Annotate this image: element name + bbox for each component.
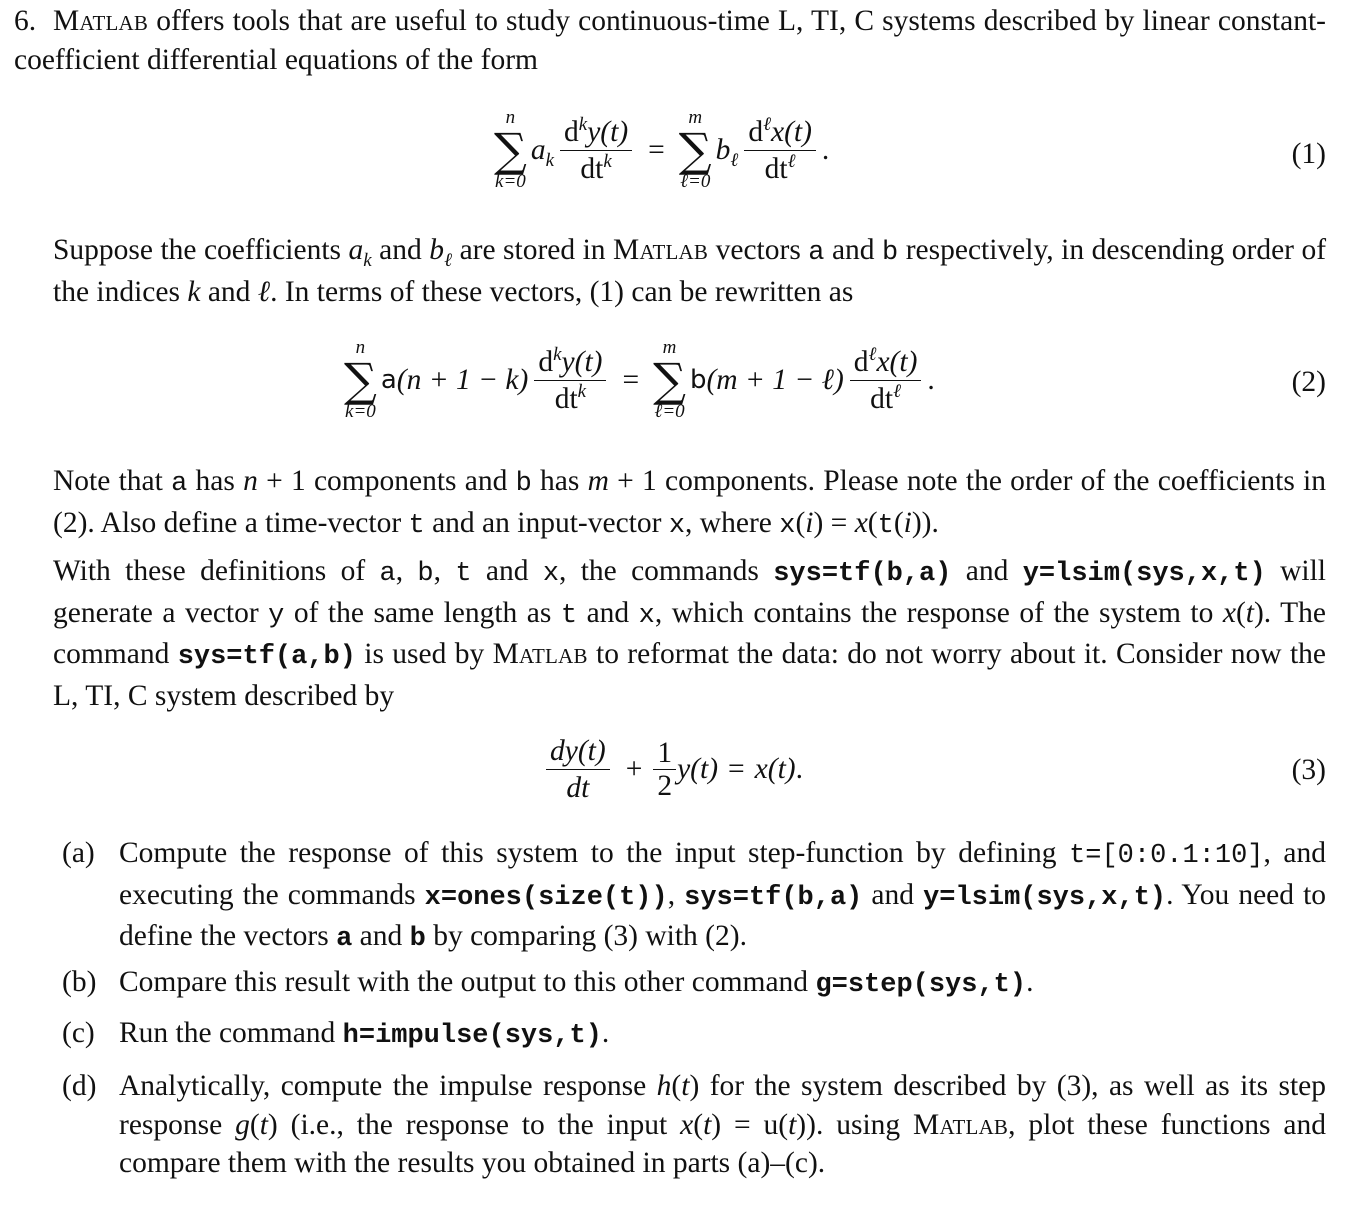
sum-upper-limit: n <box>505 107 516 128</box>
math-run: t <box>1245 596 1254 629</box>
code-run: t <box>455 559 472 589</box>
equation-1 <box>0 108 1346 208</box>
codeb-run: sys=tf(a,b) <box>177 642 356 673</box>
equation-3-body: $\frac{dy(t)}{dt}$ + $\frac{1}{2}$ y(t) = x(t) . <box>540 734 803 805</box>
fraction-one-half: $\frac{1}{2}$ <box>653 738 676 801</box>
text-run: has <box>187 465 244 497</box>
text-run: ). The command <box>53 596 1327 671</box>
text-run: Run the command <box>119 1017 343 1049</box>
subpart-c <box>62 1014 1326 1056</box>
equals-sign: = <box>648 133 665 166</box>
matlab-smallcaps: Matlab <box>613 234 709 266</box>
text-run: and <box>951 555 1023 587</box>
intro-text <box>14 5 1326 76</box>
math-run: h <box>656 1070 672 1102</box>
text-run: ) = <box>813 506 855 539</box>
text-run: ( <box>795 506 806 539</box>
text-run: , which contains the response of the system to <box>654 596 1223 629</box>
vector-a: a <box>380 365 397 395</box>
subpart-b <box>62 963 1326 1005</box>
text-run: , plot these functions and compare them with the results you obtained in parts (a)–(c). <box>119 1108 1327 1180</box>
vector-b: b <box>689 365 707 395</box>
text-run: , <box>395 555 418 587</box>
text-run: , <box>667 878 685 911</box>
text-run: ( <box>1235 596 1246 629</box>
text-run: ) for the system described by (3), as well as its step response <box>119 1070 1326 1141</box>
text-run: offers tools that are useful to study continuous-time L, TI, C systems described by linear constant-coefficient differential equations of the form <box>14 5 1326 76</box>
code-run: t <box>560 600 578 631</box>
sum-upper-limit: m <box>688 107 703 128</box>
sigma-symbol: ∑ <box>653 353 686 407</box>
sigma-symbol: ∑ <box>494 123 527 177</box>
subpart-label: (d) <box>62 1070 97 1102</box>
code-run: x <box>542 559 560 589</box>
math-run: m <box>587 465 609 497</box>
code-run: x <box>668 510 686 541</box>
equation-number-3: (3) <box>1291 754 1326 786</box>
coef-b: $b_\ell$ <box>715 133 739 171</box>
equation-2-body: n ∑ k=0 a (n + 1 − k) $\frac{d^ky(t)}{dt^k}$ = m ∑ ℓ=0 b (m + 1 − ℓ) $\frac{d^\ell x(t)}{dt^\ell}$ . <box>344 337 935 422</box>
code-run: a <box>379 559 396 589</box>
subpart-a <box>62 834 1326 959</box>
derivative-x: $\frac{d^\ell x(t)}{dt^\ell}$ <box>850 345 922 416</box>
text-run: , the commands <box>559 555 774 587</box>
text-run: and <box>371 234 430 266</box>
code-run: t=[0:0.1:10] <box>1069 841 1264 871</box>
subpart-label: (c) <box>62 1017 95 1049</box>
matlab-smallcaps: Matlab <box>913 1108 1009 1141</box>
subpart-d <box>62 1067 1326 1183</box>
text-run: . <box>601 1017 610 1049</box>
text-run: are stored in <box>452 234 614 266</box>
code-run: y <box>268 600 285 631</box>
code-run: x <box>779 510 796 541</box>
sigma-symbol: ∑ <box>678 123 712 177</box>
math-run: i <box>805 506 814 539</box>
paragraph-commands <box>53 552 1326 715</box>
text-run: + 1 components and <box>257 465 516 497</box>
text-run: ) (i.e., the response to the input <box>267 1108 681 1141</box>
code-run: b <box>417 559 434 589</box>
text-run: by comparing (3) with (2). <box>425 920 747 953</box>
code-run: a <box>808 238 825 268</box>
text-run: Suppose the coefficients <box>53 234 349 266</box>
sum-lhs: n ∑ k=0 <box>344 337 377 422</box>
text-run: and <box>352 920 410 953</box>
codeb-run: y=lsim(sys,x,t) <box>923 882 1167 913</box>
sum-rhs: m ∑ ℓ=0 <box>653 337 686 422</box>
code-run: b <box>515 469 532 499</box>
equation-2 <box>0 338 1346 438</box>
math-run: ℓ <box>257 275 271 308</box>
math-run: x <box>1222 596 1236 629</box>
sub-run: k <box>363 249 372 271</box>
derivative-y: $\frac{d^ky(t)}{dt^k}$ <box>534 345 606 416</box>
math-run: t <box>703 1108 712 1141</box>
math-run: b <box>429 234 444 266</box>
text-run: ) = u( <box>711 1108 789 1141</box>
code-run: x <box>638 600 655 631</box>
text-run: is used by <box>355 638 493 671</box>
text-run: Compute the response of this system to the input step-function by defining <box>119 837 1070 869</box>
code-run: t <box>877 510 894 541</box>
text-run: has <box>531 465 588 497</box>
math-run: t <box>681 1070 690 1102</box>
code-run: t <box>408 510 425 541</box>
coef-a: $a_k$ <box>530 133 555 171</box>
text-run: respectively, in descending order of the indices <box>53 234 1327 308</box>
text-run: Analytically, compute the impulse response <box>119 1070 657 1102</box>
math-run: a <box>348 234 364 266</box>
equals-sign: = <box>622 363 640 396</box>
text-run: With these definitions of <box>53 555 380 587</box>
codeb-run: y=lsim(sys,x,t) <box>1022 559 1266 589</box>
matlab-smallcaps: Matlab <box>492 638 588 671</box>
text-run: ( <box>249 1108 260 1141</box>
text-run: ( <box>893 506 904 539</box>
text-run: and <box>200 275 258 308</box>
subpart-label: (a) <box>62 837 95 869</box>
codeb-run: b <box>409 924 426 955</box>
math-run: g <box>235 1108 250 1141</box>
equation-number-2: (2) <box>1291 366 1326 398</box>
codeb-run: g=step(sys,t) <box>815 970 1027 1000</box>
math-run: n <box>243 465 258 497</box>
codeb-run: h=impulse(sys,t) <box>342 1021 602 1051</box>
text-run: , and executing the commands <box>119 837 1327 911</box>
term-y: y(t) <box>677 753 719 785</box>
problem-intro <box>14 2 1326 79</box>
equation-number-1: (1) <box>1291 138 1326 170</box>
text-run: , where <box>685 506 780 539</box>
codeb-run: a <box>336 924 353 955</box>
text-run: Compare this result with the output to this other command <box>119 966 816 998</box>
derivative-x: $\frac{d^\ell x(t)}{dt^\ell}$ <box>744 115 816 186</box>
sigma-symbol: ∑ <box>344 353 377 407</box>
sum-rhs <box>679 108 712 192</box>
text-run: and <box>824 234 883 266</box>
text-run: ( <box>671 1070 682 1102</box>
text-run: and <box>862 878 924 911</box>
index-expression: (m + 1 − ℓ) <box>706 363 844 396</box>
math-run: x <box>854 506 868 539</box>
text-run: . You need to define the vectors <box>119 878 1327 953</box>
paragraph-coefficients <box>53 231 1326 311</box>
text-run: + 1 components. Please note the order of the coefficients in (2). Also define a time-vector <box>53 465 1326 539</box>
text-run: Note that <box>53 465 172 497</box>
sum-lower-limit: k=0 <box>495 171 526 192</box>
derivative-y: $\frac{d^ky(t)}{dt^k}$ <box>560 115 632 186</box>
equation-3 <box>0 734 1346 814</box>
derivative-dy-dt: $\frac{dy(t)}{dt}$ <box>546 734 610 805</box>
text-run: to reformat the data: do not worry about it. Consider now the L, TI, C system described by <box>53 638 1327 712</box>
text-run: will generate a vector <box>53 555 1327 629</box>
codeb-run: sys=tf(b,a) <box>773 559 952 589</box>
equals-sign: = <box>728 753 745 785</box>
paragraph-note <box>53 462 1326 545</box>
text-run: vectors <box>708 234 809 266</box>
code-run: a <box>171 469 188 499</box>
text-run: and <box>577 596 639 629</box>
text-run: ( <box>693 1108 704 1141</box>
text-run: ( <box>867 506 878 539</box>
plus-sign: + <box>625 753 643 785</box>
subpart-label: (b) <box>62 966 97 998</box>
equation-1-body: n ∑ k=0 $a_k$ $\frac{d^ky(t)}{dt^k}$ = m ∑ ℓ=0 $b_\ell$ $\frac{d^\ell x(t)}{dt^\ell}$ . <box>494 107 830 192</box>
term-x: x(t) <box>754 753 796 785</box>
matlab-smallcaps: Matlab <box>53 5 149 37</box>
code-run: b <box>882 238 899 268</box>
math-run: x <box>680 1108 694 1141</box>
codeb-run: x=ones(size(t)) <box>424 882 668 913</box>
text-run: and an input-vector <box>424 506 669 539</box>
text-run: and <box>471 555 543 587</box>
math-run: i <box>903 506 912 539</box>
math-run: t <box>259 1108 268 1141</box>
math-run: t <box>788 1108 797 1141</box>
text-run: of the same length as <box>284 596 561 629</box>
text-run: . <box>1026 966 1034 998</box>
text-run: )). <box>911 506 939 539</box>
sum-lower-limit: ℓ=0 <box>680 171 711 192</box>
text-run: . In terms of these vectors, (1) can be rewritten as <box>270 275 854 308</box>
math-run: k <box>187 275 201 308</box>
problem-number: 6. <box>14 5 37 37</box>
codeb-run: sys=tf(b,a) <box>684 882 863 913</box>
text-run: )). using <box>796 1108 914 1141</box>
sub-run: ℓ <box>443 249 453 271</box>
sum-lhs <box>494 108 527 192</box>
index-expression: (n + 1 − k) <box>396 363 529 396</box>
text-run: , <box>433 555 456 587</box>
